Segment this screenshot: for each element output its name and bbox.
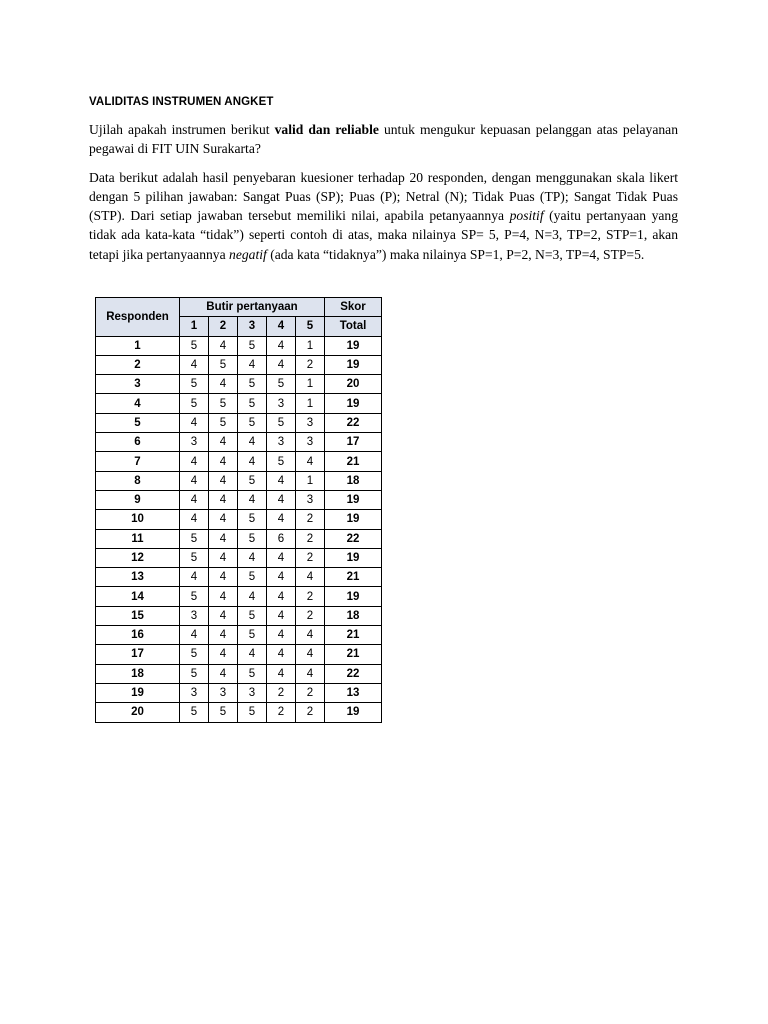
table-row [96, 683, 382, 702]
cell-item-score: 4 [267, 568, 296, 587]
cell-item-score: 1 [296, 471, 325, 490]
header-butir-pertanyaan: Butir pertanyaan [180, 298, 325, 317]
question-text-c: untuk mengukur kepuasan pelanggan atas pelayanan pegawai di FIT UIN Surakarta? [89, 122, 679, 157]
header-item-number: 4 [267, 317, 296, 336]
table-row [96, 433, 382, 452]
cell-total: 17 [325, 433, 382, 452]
cell-item-score: 4 [267, 490, 296, 509]
cell-item-score: 4 [209, 529, 238, 548]
cell-item-score: 1 [296, 375, 325, 394]
document-title: VALIDITAS INSTRUMEN ANGKET [89, 96, 274, 108]
cell-item-score: 5 [180, 529, 209, 548]
cell-item-score: 4 [180, 413, 209, 432]
cell-item-score: 4 [209, 336, 238, 355]
table-row [96, 394, 382, 413]
cell-total: 19 [325, 355, 382, 374]
question-text-a: Ujilah apakah instrumen berikut [89, 122, 275, 137]
cell-item-score: 4 [209, 490, 238, 509]
cell-item-score: 4 [209, 471, 238, 490]
cell-item-score: 5 [238, 510, 267, 529]
table-row [96, 568, 382, 587]
cell-item-score: 4 [209, 452, 238, 471]
cell-item-score: 4 [267, 510, 296, 529]
cell-responden: 11 [96, 529, 180, 548]
cell-item-score: 4 [238, 452, 267, 471]
table-row [96, 626, 382, 645]
description-text-c: (yaitu pertanyaan yang tidak ada kata-kata “tidak”) seperti contoh di atas, maka nilainya SP= 5, P=4, N=3, TP=2, STP=1, akan tetapi jika pertanyaannya [89, 208, 679, 262]
cell-total: 13 [325, 683, 382, 702]
cell-item-score: 2 [296, 510, 325, 529]
cell-item-score: 4 [209, 568, 238, 587]
cell-item-score: 4 [267, 336, 296, 355]
cell-item-score: 4 [267, 664, 296, 683]
cell-item-score: 5 [180, 664, 209, 683]
cell-item-score: 3 [267, 394, 296, 413]
cell-item-score: 2 [296, 355, 325, 374]
table-row [96, 413, 382, 432]
questionnaire-table [95, 297, 382, 723]
cell-item-score: 4 [296, 568, 325, 587]
cell-item-score: 5 [180, 703, 209, 722]
cell-item-score: 4 [209, 510, 238, 529]
header-item-number: 1 [180, 317, 209, 336]
cell-item-score: 4 [180, 626, 209, 645]
cell-item-score: 4 [209, 626, 238, 645]
cell-item-score: 4 [209, 645, 238, 664]
cell-item-score: 5 [209, 413, 238, 432]
cell-total: 21 [325, 568, 382, 587]
cell-total: 20 [325, 375, 382, 394]
cell-item-score: 3 [296, 490, 325, 509]
cell-item-score: 4 [180, 490, 209, 509]
cell-item-score: 2 [296, 606, 325, 625]
cell-item-score: 4 [238, 587, 267, 606]
cell-item-score: 5 [180, 375, 209, 394]
cell-item-score: 4 [267, 645, 296, 664]
cell-item-score: 4 [296, 452, 325, 471]
cell-item-score: 5 [238, 664, 267, 683]
cell-item-score: 3 [296, 433, 325, 452]
document-body [89, 94, 678, 273]
cell-item-score: 5 [267, 375, 296, 394]
cell-responden: 5 [96, 413, 180, 432]
table-row [96, 587, 382, 606]
cell-item-score: 5 [238, 375, 267, 394]
cell-item-score: 5 [180, 645, 209, 664]
table-row [96, 664, 382, 683]
cell-item-score: 3 [209, 683, 238, 702]
cell-item-score: 2 [296, 548, 325, 567]
cell-item-score: 5 [238, 626, 267, 645]
cell-responden: 20 [96, 703, 180, 722]
description-italic-positif: positif [509, 208, 544, 224]
cell-item-score: 4 [209, 375, 238, 394]
cell-item-score: 4 [267, 606, 296, 625]
cell-item-score: 5 [180, 548, 209, 567]
cell-item-score: 1 [296, 336, 325, 355]
description-text-e: (ada kata “tidaknya”) maka nilainya SP=1, P=2, N=3, TP=4, STP=5. [266, 246, 645, 262]
cell-item-score: 4 [238, 490, 267, 509]
table-row [96, 529, 382, 548]
cell-item-score: 4 [180, 355, 209, 374]
cell-item-score: 5 [209, 394, 238, 413]
description-italic-negatif: negatif [229, 246, 267, 262]
cell-item-score: 2 [267, 703, 296, 722]
header-item-number: 3 [238, 317, 267, 336]
cell-item-score: 4 [180, 471, 209, 490]
cell-item-score: 5 [180, 336, 209, 355]
cell-item-score: 2 [296, 529, 325, 548]
cell-item-score: 4 [209, 587, 238, 606]
cell-total: 18 [325, 606, 382, 625]
cell-responden: 8 [96, 471, 180, 490]
cell-item-score: 5 [238, 471, 267, 490]
cell-responden: 15 [96, 606, 180, 625]
cell-item-score: 3 [180, 606, 209, 625]
cell-item-score: 6 [267, 529, 296, 548]
cell-item-score: 4 [238, 645, 267, 664]
cell-item-score: 4 [267, 471, 296, 490]
cell-total: 18 [325, 471, 382, 490]
cell-total: 22 [325, 413, 382, 432]
cell-item-score: 4 [209, 433, 238, 452]
cell-item-score: 3 [238, 683, 267, 702]
table-row [96, 645, 382, 664]
table-body [96, 336, 382, 722]
cell-item-score: 1 [296, 394, 325, 413]
cell-item-score: 2 [296, 587, 325, 606]
cell-item-score: 5 [238, 336, 267, 355]
description-paragraph [89, 168, 678, 264]
table-row [96, 471, 382, 490]
table-row [96, 452, 382, 471]
header-skor: Skor [325, 298, 382, 317]
cell-responden: 18 [96, 664, 180, 683]
cell-item-score: 5 [238, 568, 267, 587]
cell-total: 22 [325, 664, 382, 683]
cell-item-score: 3 [180, 433, 209, 452]
cell-item-score: 4 [238, 433, 267, 452]
cell-item-score: 3 [267, 433, 296, 452]
cell-item-score: 4 [296, 664, 325, 683]
cell-responden: 19 [96, 683, 180, 702]
cell-responden: 4 [96, 394, 180, 413]
cell-item-score: 4 [180, 510, 209, 529]
cell-responden: 14 [96, 587, 180, 606]
table-row [96, 336, 382, 355]
table-row [96, 375, 382, 394]
cell-total: 19 [325, 490, 382, 509]
cell-item-score: 4 [267, 587, 296, 606]
cell-item-score: 4 [238, 355, 267, 374]
cell-responden: 7 [96, 452, 180, 471]
header-item-number: 5 [296, 317, 325, 336]
cell-total: 19 [325, 548, 382, 567]
cell-item-score: 4 [267, 548, 296, 567]
table-row [96, 510, 382, 529]
question-text-bold: valid dan reliable [274, 122, 379, 137]
cell-total: 21 [325, 645, 382, 664]
cell-item-score: 4 [238, 548, 267, 567]
cell-total: 21 [325, 626, 382, 645]
header-item-number: 2 [209, 317, 238, 336]
cell-item-score: 3 [180, 683, 209, 702]
cell-item-score: 5 [238, 606, 267, 625]
cell-responden: 2 [96, 355, 180, 374]
cell-responden: 1 [96, 336, 180, 355]
cell-item-score: 2 [267, 683, 296, 702]
cell-item-score: 4 [180, 452, 209, 471]
cell-item-score: 4 [267, 626, 296, 645]
cell-responden: 13 [96, 568, 180, 587]
cell-item-score: 5 [180, 394, 209, 413]
table-row [96, 606, 382, 625]
cell-responden: 16 [96, 626, 180, 645]
cell-responden: 12 [96, 548, 180, 567]
cell-item-score: 5 [238, 413, 267, 432]
question-paragraph [89, 120, 678, 159]
cell-total: 19 [325, 336, 382, 355]
cell-item-score: 2 [296, 703, 325, 722]
cell-total: 21 [325, 452, 382, 471]
cell-total: 19 [325, 587, 382, 606]
cell-item-score: 4 [180, 568, 209, 587]
cell-item-score: 4 [267, 355, 296, 374]
cell-total: 19 [325, 510, 382, 529]
cell-item-score: 5 [267, 452, 296, 471]
cell-responden: 6 [96, 433, 180, 452]
cell-total: 19 [325, 703, 382, 722]
table-header-row-1 [96, 298, 382, 317]
cell-item-score: 4 [209, 548, 238, 567]
cell-item-score: 4 [296, 626, 325, 645]
table-row [96, 355, 382, 374]
cell-total: 19 [325, 394, 382, 413]
table-row [96, 548, 382, 567]
cell-item-score: 4 [296, 645, 325, 664]
cell-item-score: 3 [296, 413, 325, 432]
description-text-a: Data berikut adalah hasil penyebaran kuesioner terhadap 20 responden, dengan menggunakan skala likert dengan 5 pilihan jawaban: Sangat Puas (SP); Puas (P); Netral (N); Tidak Puas (TP); Sangat Tidak Puas (STP). Dari setiap jawaban tersebut memiliki nilai, apabila petanyaannya [89, 169, 678, 224]
cell-item-score: 5 [238, 703, 267, 722]
header-responden: Responden [96, 298, 180, 337]
cell-total: 22 [325, 529, 382, 548]
cell-responden: 3 [96, 375, 180, 394]
cell-item-score: 5 [238, 529, 267, 548]
cell-item-score: 5 [209, 703, 238, 722]
cell-item-score: 5 [180, 587, 209, 606]
cell-item-score: 4 [209, 606, 238, 625]
cell-responden: 17 [96, 645, 180, 664]
header-total: Total [325, 317, 382, 336]
cell-item-score: 5 [267, 413, 296, 432]
cell-item-score: 2 [296, 683, 325, 702]
table-row [96, 703, 382, 722]
cell-responden: 9 [96, 490, 180, 509]
cell-responden: 10 [96, 510, 180, 529]
table-row [96, 490, 382, 509]
cell-item-score: 5 [209, 355, 238, 374]
cell-item-score: 5 [238, 394, 267, 413]
cell-item-score: 4 [209, 664, 238, 683]
